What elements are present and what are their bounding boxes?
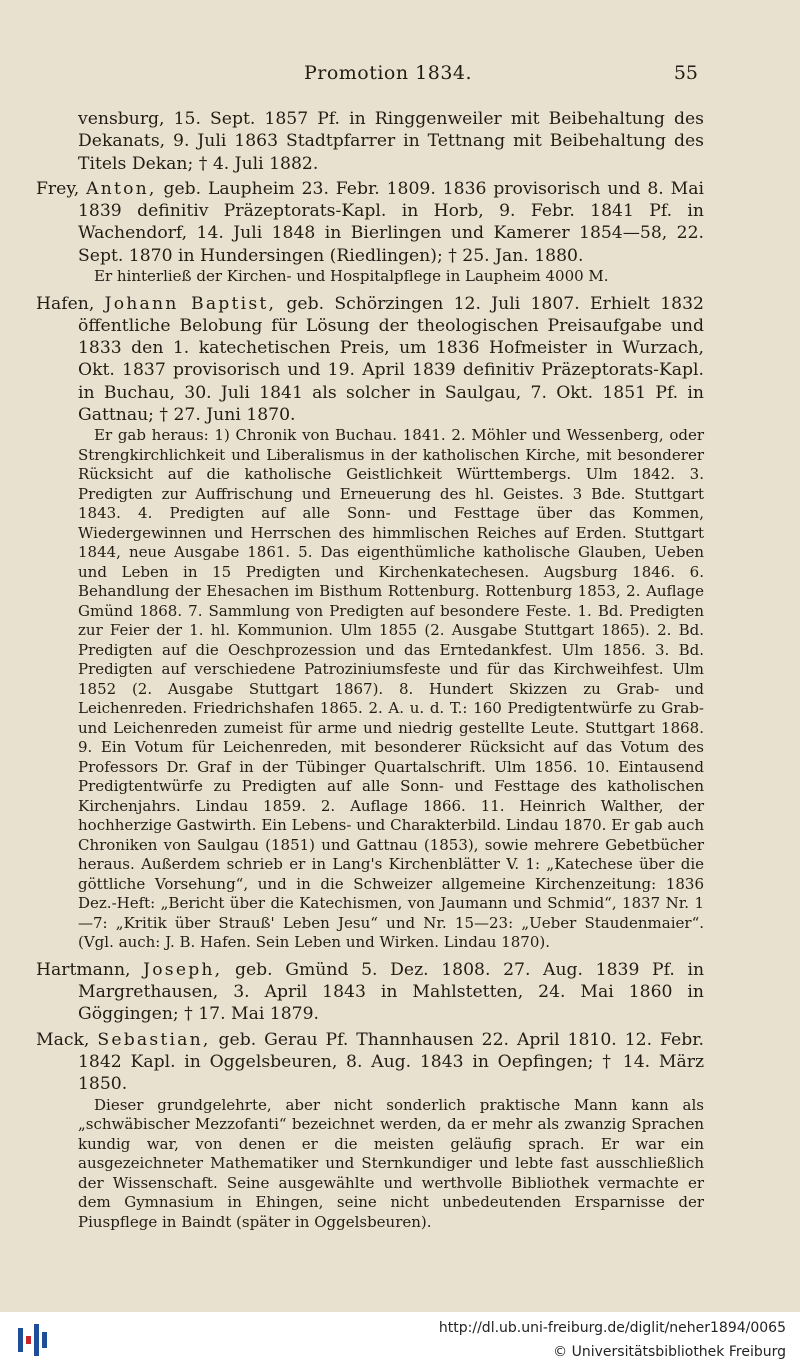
entry-mack bbox=[36, 1029, 704, 1232]
entry-main bbox=[36, 293, 704, 427]
entry-note: Er hinterließ der Kirchen- und Hospitalpflege in Laupheim 4000 M. bbox=[94, 267, 609, 286]
entry-hafen bbox=[36, 293, 704, 953]
entry-surname: Hartmann, bbox=[36, 959, 131, 980]
copyright-text: © Universitätsbibliothek Freiburg bbox=[553, 1344, 786, 1360]
entry-text: geb. Schörzingen 12. Juli 1807. Erhielt 1832 öffentliche Belobung für Lösung der theologischen Preisaufgabe und 1833 den 1. katechetischen Preis, um 1836 Hofmeister in Wurzach, Okt. 1837 provisorisch und 19. April 1839 definitiv Präzeptorats-Kapl. in Buchau, 30. Juli 1841 als solcher in Saulgau, 7. Okt. 1851 Pf. in Gattnau; † 27. Juni 1870. bbox=[78, 293, 704, 426]
permalink-url[interactable]: http://dl.ub.uni-freiburg.de/diglit/neher1894/0065 bbox=[438, 1320, 786, 1336]
entry-note: Er gab heraus: 1) Chronik von Buchau. 1841. 2. Möhler und Wessenberg, oder Strengkirchlichkeit und Liberalismus in der katholischen Kirche, mit besonderer Rücksicht auf die katholische Geistlichkeit Württembergs. Ulm 1842. 3. Predigten zur Auffrischung und Erneuerung des hl. Geistes. 3 Bde. Stuttgart 1843. 4. Predigten auf alle Sonn- und Festtage über das Kommen, Wiedergewinnen und Herrschen des himmlischen Reiches auf Erden. Stuttgart 1844, neue Ausgabe 1861. 5. Das eigenthümliche katholische Glauben, Ueben und Leben in 15 Predigten und Kirchenkatechesen. Augsburg 1846. 6. Behandlung der Ehesachen im Bisthum Rottenburg. Rottenburg 1853, 2. Auflage Gmünd 1868. 7. Sammlung von Predigten auf besondere Feste. 1. Bd. Predigten zur Feier der 1. hl. Kommunion. Ulm 1855 (2. Ausgabe Stuttgart 1865). 2. Bd. Predigten auf die Oeschprozession und das Erntedankfest. Ulm 1856. 3. Bd. Predigten auf verschiedene Patroziniumsfeste und für das Kirchweihfest. Ulm 1852 (2. Ausgabe Stuttgart 1867). 8. Hundert Skizzen zu Grab- und Leichenreden. Friedrichshafen 1865. 2. A. u. d. T.: 160 Predigtentwürfe zu Grab- und Leichenreden zumeist für arme und niedrig gestellte Leute. Stuttgart 1868. 9. Ein Votum für Leichenreden, mit besonderer Rücksicht auf das Votum des Professors Dr. Graf in der Tübinger Quartalschrift. Ulm 1856. 10. Eintausend Predigtentwürfe zu Predigten auf alle Sonn- und Festtage des katholischen Kirchenjahrs. Lindau 1859. 2. Auflage 1866. 11. Heinrich Walther, der hochherzige Gastwirth. Ein Lebens- und Charakterbild. Lindau 1870. Er gab auch Chroniken von Saulgau (1851) und Gattnau (1853), sowie mehrere Gebetbücher heraus. Außerdem schrieb er in Lang's Kirchenblätter V. 1: „Katechese über die göttliche Vorsehung“, und in die Schweizer allgemeine Kirchenzeitung: 1836 Dez.-Heft: „Bericht über die Katechismen, von Jaumann und Schmid“, 1837 Nr. 1—7: „Kritik über Strauß' Leben Jesu“ und Nr. 15—23: „Ueber Staudenmaier“. (Vgl. auch: J. B. Hafen. Sein Leben und Wirken. Lindau 1870). bbox=[78, 426, 704, 952]
entry-surname: Frey, bbox=[36, 178, 80, 199]
entry-main bbox=[36, 178, 704, 267]
entry-text: geb. Gerau Pf. Thannhausen 22. April 1810. 12. Febr. 1842 Kapl. in Oggelsbeuren, 8. Aug. 1843 in Oepfingen; † 14. März 1850. bbox=[78, 1029, 705, 1095]
entry-note: Dieser grundgelehrte, aber nicht sonderlich praktische Mann kann als „schwäbischer Mezzofanti“ bezeichnet werden, da er mehr als zwanzig Sprachen kundig war, von denen er die meisten geläufig sprach. Er war ein ausgezeichneter Mathematiker und Sternkundiger und lebte fast ausschließlich der Wissenschaft. Seine ausgewählte und werthvolle Bibliothek vermachte er dem Gymnasium in Ehingen, seine nicht unbedeutenden Ersparnisse der Piuspflege in Baindt (später in Oggelsbeuren). bbox=[78, 1095, 704, 1231]
viewer-footer bbox=[0, 1312, 800, 1369]
text-block bbox=[36, 108, 704, 1232]
entry-text: vensburg, 15. Sept. 1857 Pf. in Ringgenweiler mit Beibehaltung des Dekanats, 9. Juli 1863 Stadtpfarrer in Tettnang mit Beibehaltung des Titels Dekan; † 4. Juli 1882. bbox=[78, 109, 704, 174]
entry-hartmann bbox=[36, 959, 704, 1026]
entry-text: geb. Gmünd 5. Dez. 1808. 27. Aug. 1839 Pf. in Margrethausen, 3. April 1843 in Mahlstetten, 24. Mai 1860 in Göggingen; † 17. Mai 1879. bbox=[78, 959, 705, 1025]
entry-main bbox=[36, 1029, 704, 1096]
entry-surname: Mack, bbox=[36, 1029, 90, 1050]
entry-continuation bbox=[36, 108, 704, 175]
running-head bbox=[78, 62, 698, 88]
running-title: Promotion 1834. bbox=[303, 62, 473, 84]
entry-given-name: Anton, bbox=[86, 178, 157, 199]
entry-surname: Hafen, bbox=[36, 293, 95, 314]
entry-frey bbox=[36, 178, 704, 287]
entry-text: geb. Laupheim 23. Febr. 1809. 1836 provisorisch und 8. Mai 1839 definitiv Präzeptorats-Kapl. in Horb, 9. Febr. 1841 Pf. in Wachendorf, 14. Juli 1848 in Bierlingen und Kamerer 1854—58, 22. Sept. 1870 in Hundersingen (Riedlingen); † 25. Jan. 1880. bbox=[78, 178, 704, 266]
entry-given-name: Joseph, bbox=[143, 959, 223, 980]
entry-main bbox=[36, 959, 704, 1026]
entry-given-name: Sebastian, bbox=[97, 1029, 211, 1050]
page-number: 55 bbox=[673, 62, 698, 84]
entry-given-name: Johann Baptist, bbox=[104, 293, 277, 314]
university-logo-icon bbox=[16, 1322, 52, 1358]
